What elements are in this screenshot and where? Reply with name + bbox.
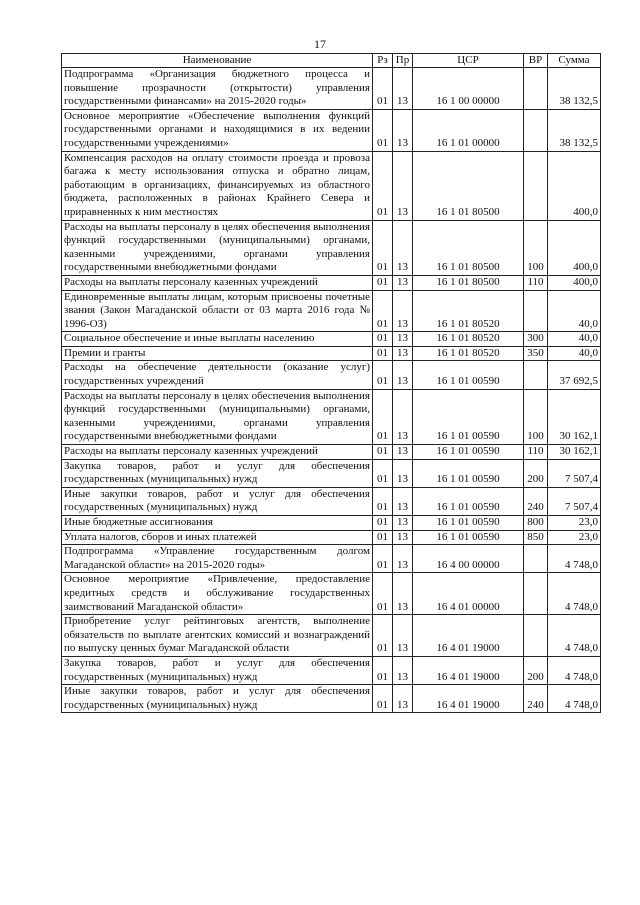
cell-sum: 30 162,1 (548, 389, 601, 444)
cell-name: Уплата налогов, сборов и иных платежей (62, 530, 373, 545)
cell-rz: 01 (373, 290, 393, 332)
cell-name: Компенсация расходов на оплату стоимости проезда и провоза багажа к месту использования отпуска и обратно лицам, работающим в организациях, финансируемых из областного бюджета, расположенных в районах Крайнего Севера и приравненных к ним местностях (62, 151, 373, 220)
cell-csr: 16 1 01 80500 (413, 151, 524, 220)
cell-vr (524, 361, 548, 389)
cell-sum: 4 748,0 (548, 656, 601, 684)
header-sum: Сумма (548, 54, 601, 68)
cell-rz: 01 (373, 361, 393, 389)
cell-sum: 40,0 (548, 346, 601, 361)
table-row (62, 487, 601, 515)
cell-pr: 13 (393, 332, 413, 347)
cell-name: Закупка товаров, работ и услуг для обеспечения государственных (муниципальных) нужд (62, 656, 373, 684)
cell-name: Расходы на выплаты персоналу в целях обеспечения выполнения функций государственными (муниципальными) органами, казенными учреждениями, органами управления государственными внебюджетными фондами (62, 220, 373, 275)
cell-rz: 01 (373, 487, 393, 515)
cell-name: Расходы на выплаты персоналу казенных учреждений (62, 445, 373, 460)
cell-name: Иные закупки товаров, работ и услуг для обеспечения государственных (муниципальных) нужд (62, 487, 373, 515)
cell-pr: 13 (393, 68, 413, 110)
cell-sum: 400,0 (548, 220, 601, 275)
cell-csr: 16 1 01 80520 (413, 290, 524, 332)
cell-vr (524, 68, 548, 110)
budget-table (61, 53, 601, 713)
cell-sum: 40,0 (548, 290, 601, 332)
table-row (62, 445, 601, 460)
cell-vr: 110 (524, 445, 548, 460)
cell-csr: 16 1 01 00590 (413, 361, 524, 389)
cell-pr: 13 (393, 656, 413, 684)
table-row (62, 68, 601, 110)
cell-csr: 16 1 01 00590 (413, 459, 524, 487)
cell-pr: 13 (393, 445, 413, 460)
cell-vr: 300 (524, 332, 548, 347)
cell-sum: 4 748,0 (548, 545, 601, 573)
cell-name: Единовременные выплаты лицам, которым присвоены почетные звания (Закон Магаданской области от 03 марта 2016 года № 1996-ОЗ) (62, 290, 373, 332)
cell-pr: 13 (393, 487, 413, 515)
header-name: Наименование (62, 54, 373, 68)
table-header-row (62, 54, 601, 68)
cell-vr: 200 (524, 459, 548, 487)
cell-csr: 16 1 01 80500 (413, 220, 524, 275)
cell-vr: 240 (524, 487, 548, 515)
cell-csr: 16 1 01 80500 (413, 275, 524, 290)
cell-name: Приобретение услуг рейтинговых агентств, выполнение обязательств по выплате агентских комиссий и вознаграждений по выпуску ценных бумаг Магаданской области (62, 615, 373, 657)
cell-rz: 01 (373, 530, 393, 545)
cell-pr: 13 (393, 151, 413, 220)
cell-vr (524, 109, 548, 151)
cell-name: Расходы на обеспечение деятельности (оказание услуг) государственных учреждений (62, 361, 373, 389)
cell-sum: 23,0 (548, 516, 601, 531)
table-row (62, 685, 601, 713)
cell-csr: 16 4 01 19000 (413, 656, 524, 684)
cell-vr (524, 545, 548, 573)
cell-rz: 01 (373, 615, 393, 657)
cell-sum: 4 748,0 (548, 615, 601, 657)
cell-rz: 01 (373, 545, 393, 573)
page-number: 17 (314, 37, 326, 51)
cell-pr: 13 (393, 573, 413, 615)
header-rz: Рз (373, 54, 393, 68)
cell-vr: 240 (524, 685, 548, 713)
cell-csr: 16 1 01 00590 (413, 530, 524, 545)
cell-vr (524, 290, 548, 332)
header-vr: ВР (524, 54, 548, 68)
cell-csr: 16 1 01 00590 (413, 389, 524, 444)
cell-vr: 200 (524, 656, 548, 684)
cell-name: Премии и гранты (62, 346, 373, 361)
header-pr: Пр (393, 54, 413, 68)
cell-csr: 16 4 01 19000 (413, 615, 524, 657)
cell-pr: 13 (393, 275, 413, 290)
table-row (62, 332, 601, 347)
cell-rz: 01 (373, 332, 393, 347)
table-row (62, 109, 601, 151)
cell-vr: 350 (524, 346, 548, 361)
cell-pr: 13 (393, 109, 413, 151)
table-row (62, 290, 601, 332)
cell-name: Иные бюджетные ассигнования (62, 516, 373, 531)
cell-sum: 7 507,4 (548, 459, 601, 487)
cell-rz: 01 (373, 275, 393, 290)
table-row (62, 361, 601, 389)
cell-pr: 13 (393, 361, 413, 389)
table-row (62, 573, 601, 615)
cell-vr: 800 (524, 516, 548, 531)
cell-name: Основное мероприятие «Привлечение, предоставление кредитных средств и обслуживание государственных заимствований Магаданской области» (62, 573, 373, 615)
cell-csr: 16 1 01 80520 (413, 346, 524, 361)
table-row (62, 275, 601, 290)
cell-name: Расходы на выплаты персоналу казенных учреждений (62, 275, 373, 290)
cell-name: Подпрограмма «Организация бюджетного процесса и повышение прозрачности (открытости) управления государственными финансами» на 2015-2020 годы» (62, 68, 373, 110)
cell-pr: 13 (393, 530, 413, 545)
cell-vr: 100 (524, 220, 548, 275)
cell-name: Закупка товаров, работ и услуг для обеспечения государственных (муниципальных) нужд (62, 459, 373, 487)
cell-pr: 13 (393, 459, 413, 487)
cell-name: Социальное обеспечение и иные выплаты населению (62, 332, 373, 347)
table-row (62, 459, 601, 487)
cell-rz: 01 (373, 68, 393, 110)
table-row (62, 615, 601, 657)
cell-rz: 01 (373, 109, 393, 151)
cell-rz: 01 (373, 389, 393, 444)
cell-csr: 16 4 01 00000 (413, 573, 524, 615)
cell-sum: 4 748,0 (548, 685, 601, 713)
cell-rz: 01 (373, 445, 393, 460)
table-row (62, 346, 601, 361)
cell-csr: 16 1 00 00000 (413, 68, 524, 110)
table-row (62, 220, 601, 275)
cell-pr: 13 (393, 516, 413, 531)
cell-pr: 13 (393, 290, 413, 332)
cell-rz: 01 (373, 656, 393, 684)
cell-sum: 30 162,1 (548, 445, 601, 460)
cell-csr: 16 1 01 00000 (413, 109, 524, 151)
cell-sum: 7 507,4 (548, 487, 601, 515)
cell-csr: 16 1 01 00590 (413, 487, 524, 515)
cell-vr (524, 615, 548, 657)
cell-vr: 850 (524, 530, 548, 545)
cell-vr (524, 151, 548, 220)
cell-rz: 01 (373, 151, 393, 220)
cell-sum: 38 132,5 (548, 68, 601, 110)
cell-sum: 4 748,0 (548, 573, 601, 615)
table-row (62, 545, 601, 573)
cell-csr: 16 1 01 00590 (413, 445, 524, 460)
table-row (62, 151, 601, 220)
cell-name: Основное мероприятие «Обеспечение выполнения функций государственными органами и находящимися в их ведении государственными учреждениями» (62, 109, 373, 151)
table-row (62, 516, 601, 531)
cell-csr: 16 4 00 00000 (413, 545, 524, 573)
cell-name: Расходы на выплаты персоналу в целях обеспечения выполнения функций государственными (муниципальными) органами, казенными учреждениями, органами управления государственными внебюджетными фондами (62, 389, 373, 444)
cell-sum: 23,0 (548, 530, 601, 545)
cell-vr: 100 (524, 389, 548, 444)
cell-sum: 400,0 (548, 151, 601, 220)
cell-name: Иные закупки товаров, работ и услуг для обеспечения государственных (муниципальных) нужд (62, 685, 373, 713)
cell-sum: 37 692,5 (548, 361, 601, 389)
cell-pr: 13 (393, 545, 413, 573)
cell-sum: 38 132,5 (548, 109, 601, 151)
table-row (62, 656, 601, 684)
cell-rz: 01 (373, 459, 393, 487)
cell-csr: 16 1 01 00590 (413, 516, 524, 531)
cell-rz: 01 (373, 220, 393, 275)
cell-sum: 40,0 (548, 332, 601, 347)
table-row (62, 389, 601, 444)
cell-name: Подпрограмма «Управление государственным долгом Магаданской области» на 2015-2020 годы» (62, 545, 373, 573)
cell-pr: 13 (393, 685, 413, 713)
cell-rz: 01 (373, 346, 393, 361)
cell-pr: 13 (393, 389, 413, 444)
cell-pr: 13 (393, 615, 413, 657)
cell-sum: 400,0 (548, 275, 601, 290)
cell-rz: 01 (373, 573, 393, 615)
cell-pr: 13 (393, 346, 413, 361)
cell-rz: 01 (373, 685, 393, 713)
table-row (62, 530, 601, 545)
cell-pr: 13 (393, 220, 413, 275)
cell-csr: 16 4 01 19000 (413, 685, 524, 713)
cell-rz: 01 (373, 516, 393, 531)
cell-csr: 16 1 01 80520 (413, 332, 524, 347)
cell-vr (524, 573, 548, 615)
cell-vr: 110 (524, 275, 548, 290)
header-csr: ЦСР (413, 54, 524, 68)
